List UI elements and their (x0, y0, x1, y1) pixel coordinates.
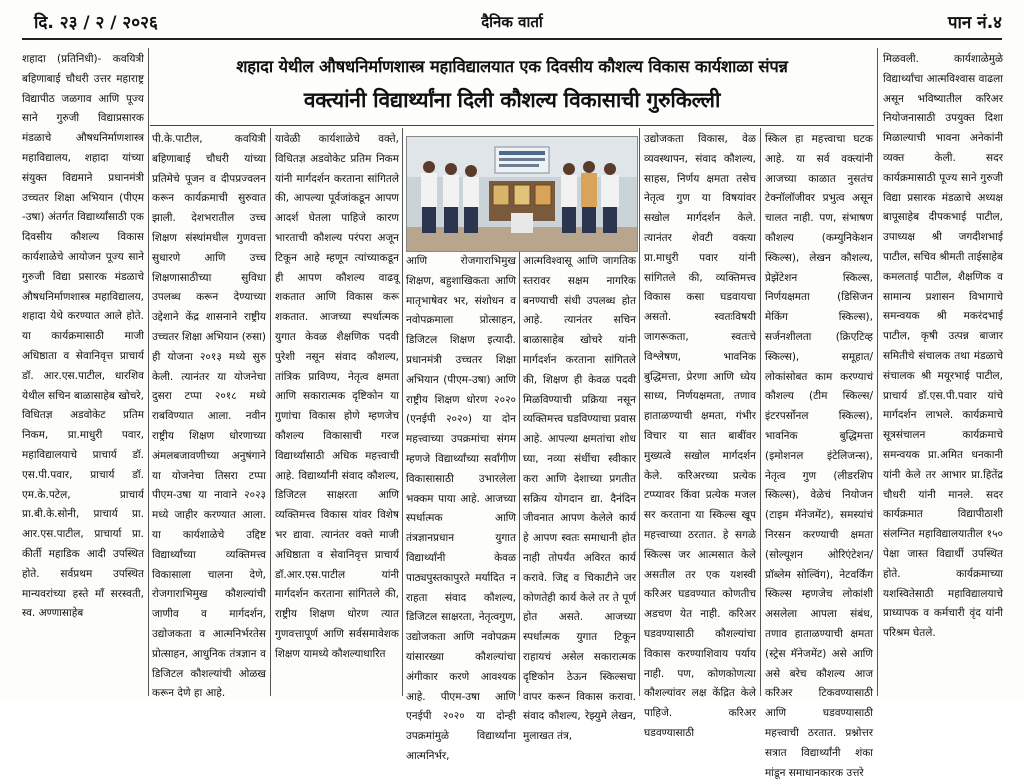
column-divider (270, 128, 271, 696)
article-column-8 (883, 50, 1003, 695)
article-text: आणि रोजगाराभिमुख शिक्षण, बहुशाखिकता आणि मातृभाषेवर भर, संशोधन व नवोपक्रमाला प्रोत्साहन, डिजिटल शिक्षण इत्यादी. प्रधानमंत्री उच्चतर शिक्षा अभियान (पीएम-उषा) आणि राष्ट्रीय शिक्षण धोरण २०२० (एनईपी २०२०) या दोन महत्त्वाच्या उपक्रमांचा संगम म्हणजे विद्यार्थ्यांच्या सर्वांगीण विकासासाठी उभारलेला भक्कम पाया आहे. आजच्या स्पर्धात्मक आणि तंत्रज्ञानप्रधान युगात विद्यार्थ्यांनी केवळ पाठ्यपुस्तकापुरते मर्यादित न राहता संवाद कौशल्य, डिजिटल साक्षरता, नेतृत्वगुण, उद्योजकता आणि नवोपक्रम यांसारख्या कौशल्यांचा अंगीकार करणे आवश्यक आहे. पीएम-उषा आणि एनईपी २०२० या दोन्ही उपक्रमांमुळे विद्यार्थ्यांना आत्मनिर्भर, (406, 255, 516, 762)
column-divider (760, 128, 761, 696)
headline-main: शहादा येथील औषधनिर्माणशास्त्र महाविद्यालयात एक दिवसीय कौशल्य विकास कार्यशाळा संपन्न (236, 57, 788, 76)
article-text: यावेळी कार्यशाळेचे वक्ते, विधितज्ञ अडवोकेट प्रतिम निकम यांनी मार्गदर्शन करताना सांगितले की, आपल्या पूर्वजांकडून आपण आदर्श घेतला पाहिजे कारण भारताची कौशल्य परंपरा अजून टिकून आहे म्हणून त्यांच्याकडून ही आपण कौशल्य वाढवू शकतात आणि विकास करू शकतात. आजच्या स्पर्धात्मक युगात केवळ शैक्षणिक पदवी पुरेशी नसून संवाद कौशल्य, तांत्रिक प्राविण्य, नेतृत्व क्षमता आणि सकारात्मक दृष्टिकोन या गुणांचा विकास होणे म्हणजेच कौशल्य विकासाची गरज विद्यार्थ्यांसाठी अधिक महत्त्वाची आहे. विद्यार्थ्यांनी संवाद कौशल्य, डिजिटल साक्षरता आणि व्यक्तिमत्त्व विकास यांवर विशेष भर द्यावा. त्यानंतर वक्ते माजी अधिष्ठाता व सेवानिवृत्त प्राचार्य डॉ.आर.एस.पाटील यांनी मार्गदर्शन करताना सांगितले की, राष्ट्रीय शिक्षण धोरण त्यात गुणवत्तापूर्ण आणि सर्वसमावेशक शिक्षण यामध्ये कौशल्याधारित (275, 133, 399, 660)
masthead-rule (22, 38, 1002, 40)
article-column-2 (152, 130, 266, 700)
article-text: स्किल हा महत्त्वाचा घटक आहे. या सर्व वक्त्यांनी आजच्या काळात नुसतंच टेक्नॉलॉजीवर प्रभुत्व असून चालत नाही. पण, संभाषण कौशल्य (कम्युनिकेशन स्किल्स), लेखन कौशल्य, प्रेझेंटेशन स्किल्स, निर्णयक्षमता (डिसिजन मेकिंग स्किल्स), सर्जनशीलता (क्रिएटिव्ह स्किल्स), समूहात/लोकांसोबत काम करण्याचं कौशल्य (टीम स्किल्स/इंटरपर्सोनल स्किल्स), भावनिक बुद्धिमत्ता (इमोशनल इंटेलिजन्स), नेतृत्व गुण (लीडरशिप स्किल्स), वेळेचं नियोजन (टाइम मॅनेजमेंट), समस्यांचं निरसन करण्याची क्षमता (सोल्यूशन ओरिएंटेशन/प्रॉब्लेम सोल्विंग), नेटवर्किंग स्किल्स म्हणजेच लोकांशी असलेला आपला संबंध, तणाव हाताळण्याची क्षमता (स्ट्रेस मॅनेजमेंट) असे आणि असे बरेच कौशल्य आज करिअर टिकवण्यासाठी आणि घडवण्यासाठी महत्त्वाची ठरतात. प्रश्नोत्तर सत्रात विद्यार्थ्यांनी शंका मांडून समाधानकारक उत्तरे (765, 133, 873, 779)
masthead (0, 0, 1024, 40)
article-column-4 (406, 252, 516, 762)
article-column-5 (523, 252, 636, 743)
column-divider (639, 128, 640, 696)
issue-date: दि. २३ / २ / २०२६ (34, 13, 158, 33)
article-text: शहादा (प्रतिनिधी)- कवयित्री बहिणाबाई चौधरी उत्तर महाराष्ट्र विद्यापीठ जळगाव आणि पूज्य साने गुरुजी विद्याप्रसारक मंडळाचे औषधनिर्माणशास्त्र महाविद्यालय, शहादा यांच्या संयुक्त विद्यमाने प्रधानमंत्री उच्चतर शिक्षा अभियान (पीएम -उषा) अंतर्गत विद्यार्थ्यांसाठी एक दिवसीय कौशल्य विकास कार्यशाळेचे आयोजन पूज्य साने गुरुजी विद्या प्रसारक मंडळाचे औषधनिर्माणशास्त्र महाविद्यालय, शहादा येथे करण्यात आले होते. या कार्यक्रमासाठी माजी अधिष्ठाता व सेवानिवृत्त प्राचार्य डॉ. आर.एस.पाटील, धारशिव येथील सचिन बाळासाहेब खोचरे, विधितज्ञ अडवोकेट प्रतिम निकम, प्रा.माधुरी पवार, महाविद्यालयाचे प्राचार्य डॉ. एस.पी.पवार, प्राचार्य डॉ. एम.के.पटेल, प्राचार्य प्रा.बी.के.सोनी, प्राचार्य प्रा. आर.एस.पाटील, प्राचार्या प्रा. कीर्ती महाडिक आदी उपस्थित होते. सर्वप्रथम उपस्थित मान्यवरांच्या हस्ते माँ सरस्वती, स्व. अण्णासाहेब (22, 53, 144, 620)
headline-sub: वक्त्यांनी विद्यार्थ्यांना दिली कौशल्य विकासाची गुरुकिल्ली (303, 87, 721, 112)
article-column-1 (22, 50, 144, 695)
newspaper-name: दैनिक वार्ता (481, 13, 543, 31)
article-text: पी.के.पाटील, कवयित्री बहिणाबाई चौधरी यांच्या प्रतिमेचे पूजन व दीपप्रज्वलन करून कार्यक्रमाची सुरुवात झाली. देशभरातील उच्च शिक्षण संस्थांमधील गुणवत्ता सुधारणे आणि उच्च शिक्षणासाठीच्या सुविधा उपलब्ध करून देण्याच्या उद्देशाने केंद्र शासनाने राष्ट्रीय उच्चतर शिक्षा अभियान (रुसा) ही योजना २०१३ मध्ये सुरु केली. त्यानंतर या योजनेचा दुसरा टप्पा २०१८ मध्ये राबविण्यात आला. नवीन राष्ट्रीय शिक्षण धोरणाच्या अंमलबजावणीच्या अनुषंगाने या योजनेचा तिसरा टप्पा पीएम-उषा या नावाने २०२३ मध्ये जाहीर करण्यात आला. या कार्यशाळेचे उद्दिष्ट विद्यार्थ्यांच्या व्यक्तिमत्त्व विकासाला चालना देणे, रोजगाराभिमुख कौशल्यांची जाणीव व मार्गदर्शन, उद्योजकता व आत्मनिर्भरतेस प्रोत्साहन, आधुनिक तंत्रज्ञान व डिजिटल कौशल्यांची ओळख करून देणे हा आहे. (152, 133, 266, 700)
article-text: मिळवली. कार्यशाळेमुळे विद्यार्थ्यांचा आत्मविश्वास वाढला असून भविष्यातील करिअर नियोजनासाठी उपयुक्त दिशा मिळाल्याची भावना अनेकांनी व्यक्त केली. सदर कार्यक्रमासाठी पूज्य साने गुरुजी विद्या प्रसारक मंडळाचे अध्यक्ष बापूसाहेब दीपकभाई पाटील, उपाध्यक्ष श्री जगदीशभाई पाटील, सचिव श्रीमती ताईसाहेब कमलताई पाटील, शैक्षणिक व सामान्य प्रशासन विभागाचे समन्वयक श्री मकरंदभाई पाटील, कृषी उत्पन्न बाजार समितीचे संचालक तथा मंडळाचे संचालक श्री मयूरभाई पाटील, प्राचार्य डॉ.एस.पी.पवार यांचे मार्गदर्शन लाभले. कार्यक्रमाचे सूत्रसंचालन कार्यक्रमाचे समन्वयक प्रा.अमित धनकानी यांनी केले तर आभार प्रा.हितेंद्र चौधरी यांनी मानले. सदर कार्यक्रमात विद्यापीठाशी संलग्नित महाविद्यालयातील १५० पेक्षा जास्त विद्यार्थी उपस्थित होते. कार्यक्रमाच्या यशस्वितेसाठी महाविद्यालयाचे प्राध्यापक व कर्मचारी वृंद यांनी परिश्रम घेतले. (883, 53, 1003, 640)
page-number: पान नं.४ (947, 13, 1002, 33)
article-text: उद्योजकता विकास, वेळ व्यवस्थापन, संवाद कौशल्य, साहस, निर्णय क्षमता तसेच नेतृत्व गुण या विषयांवर सखोल मार्गदर्शन केले. त्यानंतर शेवटी वक्त्या प्रा.माधुरी पवार यांनी सांगितले की, व्यक्तिमत्त्व विकास कसा घडवायचा असतो. स्वतःविषयी जागरूकता, स्वतःचे विश्लेषण, भावनिक बुद्धिमत्ता, प्रेरणा आणि ध्येय साध्य, निर्णयक्षमता, तणाव हाताळण्याची क्षमता, गंभीर विचार या सात बाबींवर मुख्यत्वे सखोल मार्गदर्शन केले. करिअरच्या प्रत्येक टप्प्यावर किंवा प्रत्येक मजल सर करताना या स्किल्स खूप महत्त्वाच्या ठरतात. हे सगळे स्किल्स जर आत्मसात केले असतील तर एक यशस्वी करिअर घडवण्यात कोणतीच अडचण येत नाही. करिअर घडवण्यासाठी कौशल्यांचा विकास करण्याशिवाय पर्याय नाही. पण, कोणकोणत्या कौशल्यांवर लक्ष केंद्रित केले पाहिजे. करिअर घडवण्यासाठी (644, 133, 756, 739)
column-divider (402, 128, 403, 696)
column-divider (519, 252, 520, 696)
column-divider (877, 48, 878, 696)
column-divider (148, 48, 149, 696)
article-column-6 (644, 130, 756, 739)
headline-rule (150, 125, 874, 126)
article-text: आत्मविश्वासू आणि जागतिक स्तरावर सक्षम नागरिक बनण्याची संधी उपलब्ध होत आहे. त्यानंतर सचिन बाळासाहेब खोचरे यांनी मार्गदर्शन करताना सांगितले की, शिक्षण ही केवळ पदवी मिळविण्याची प्रक्रिया नसून व्यक्तिमत्त्व घडविण्याचा प्रवास आहे. आपल्या क्षमतांचा शोध घ्या, नव्या संधींचा स्वीकार करा आणि देशाच्या प्रगतीत सक्रिय योगदान द्या. दैनंदिन जीवनात आपण केलेले कार्य हे आपण स्वतः समाधानी होत नाही तोपर्यंत अविरत कार्य करावे. जिद्द व चिकाटीने जर कोणतेही कार्य केले तर ते पूर्ण होत असते. आजच्या स्पर्धात्मक युगात टिकून राहायचं असेल सकारात्मक दृष्टिकोन ठेऊन स्किल्सचा वापर करून विकास करावा. संवाद कौशल्य, रेझ्युमे लेखन, मुलाखत तंत्र, (523, 255, 636, 743)
event-photo (406, 136, 638, 252)
article-column-3 (275, 130, 399, 696)
article-column-7 (765, 130, 873, 779)
